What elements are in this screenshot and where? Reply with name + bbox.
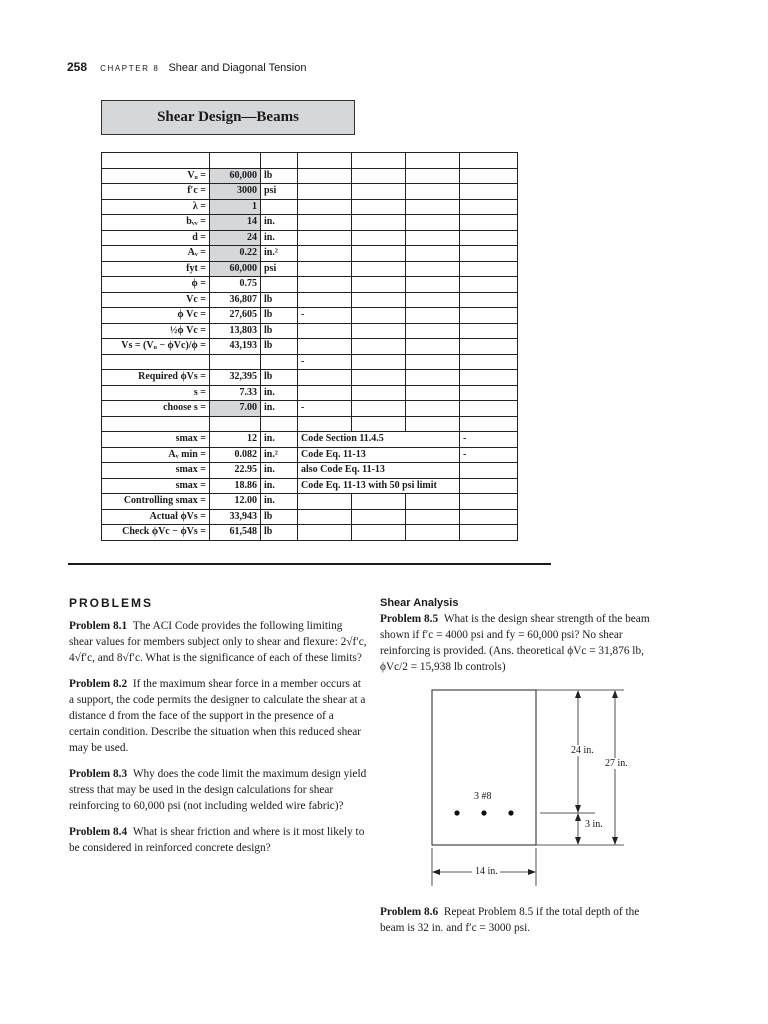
row-unit: in. [261, 494, 298, 510]
row-note [298, 416, 352, 432]
row-note [298, 509, 352, 525]
empty-cell [406, 308, 460, 324]
empty-cell [352, 153, 406, 169]
row-mark: - [460, 447, 518, 463]
table-row [102, 184, 518, 200]
row-value: 0.75 [210, 277, 261, 293]
problem-id: Problem 8.1 [69, 620, 128, 632]
row-note: Code Section 11.4.5 [298, 432, 460, 448]
row-value: 13,803 [210, 323, 261, 339]
row-note [298, 525, 352, 541]
empty-cell [460, 509, 518, 525]
empty-cell [352, 184, 406, 200]
row-label: s = [102, 385, 210, 401]
section-rule [68, 563, 551, 565]
row-label: ϕ Vc = [102, 308, 210, 324]
empty-cell [352, 416, 406, 432]
row-unit: in.² [261, 246, 298, 262]
row-label: ½ϕ Vc = [102, 323, 210, 339]
table-row [102, 215, 518, 231]
row-value: 3000 [210, 184, 261, 200]
row-value: 7.00 [210, 401, 261, 417]
problem-8-3 [69, 766, 367, 814]
empty-cell [352, 323, 406, 339]
empty-cell [460, 401, 518, 417]
row-note: - [298, 401, 352, 417]
row-unit: in. [261, 215, 298, 231]
problem-text: What is the design shear strength of the beam shown if f′c = 4000 psi and fy = 60,000 psi? No shear reinforcing is provided. (Ans. theoretical ϕVc = 31,876 lb, ϕVc/2 = 15,938 lb controls) [380, 613, 650, 673]
rebar-dot [481, 810, 486, 815]
row-value: 22.95 [210, 463, 261, 479]
row-label: smax = [102, 432, 210, 448]
row-note [298, 215, 352, 231]
row-unit [261, 416, 298, 432]
empty-cell [352, 199, 406, 215]
row-value: 12.00 [210, 494, 261, 510]
table-row [102, 153, 518, 169]
beam-cross-section-figure [420, 680, 640, 890]
problem-8-4 [69, 824, 367, 856]
row-note [298, 370, 352, 386]
rebar-dot [508, 810, 513, 815]
row-note: - [298, 354, 352, 370]
empty-cell [406, 246, 460, 262]
empty-cell [352, 339, 406, 355]
table-row [102, 168, 518, 184]
empty-cell [406, 184, 460, 200]
problem-8-2 [69, 676, 367, 756]
spreadsheet-title: Shear Design—Beams [101, 100, 355, 135]
row-label: Vᵤ = [102, 168, 210, 184]
row-unit: in. [261, 230, 298, 246]
row-value: 0.22 [210, 246, 261, 262]
empty-cell [352, 261, 406, 277]
row-unit: lb [261, 308, 298, 324]
empty-cell [406, 323, 460, 339]
shear-design-table [101, 152, 518, 541]
empty-cell [352, 277, 406, 293]
row-note: also Code Eq. 11-13 [298, 463, 460, 479]
page-number: 258 [67, 60, 88, 74]
empty-cell [352, 308, 406, 324]
problem-text: If the maximum shear force in a member occurs at a support, the code permits the designer to calculate the shear at a distance d from the face of the support in the presence of a certain condition. Describe the situation when this reduced shear may be used. [69, 678, 366, 754]
empty-cell [460, 323, 518, 339]
table-row [102, 447, 518, 463]
table-row [102, 339, 518, 355]
empty-cell [406, 215, 460, 231]
row-value [210, 354, 261, 370]
problem-text: Repeat Problem 8.5 if the total depth of the beam is 32 in. and f′c = 3000 psi. [380, 906, 640, 934]
row-value: 14 [210, 215, 261, 231]
empty-cell [406, 168, 460, 184]
empty-cell [460, 199, 518, 215]
empty-cell [406, 292, 460, 308]
row-note [298, 494, 352, 510]
empty-cell [460, 463, 518, 479]
row-label [102, 354, 210, 370]
empty-cell [460, 339, 518, 355]
problem-text: What is shear friction and where is it most likely to be considered in reinforced concrete design? [69, 826, 365, 854]
dim-3-label: 3 in. [585, 819, 603, 830]
row-unit: lb [261, 525, 298, 541]
table-row [102, 509, 518, 525]
row-unit: in. [261, 385, 298, 401]
table-row [102, 230, 518, 246]
empty-cell [352, 385, 406, 401]
problem-text: Why does the code limit the maximum design yield stress that may be used in the design calculations for shear reinforcing to 60,000 psi (not including welded wire fabric)? [69, 768, 367, 812]
row-unit: in. [261, 432, 298, 448]
empty-cell [406, 354, 460, 370]
row-unit: in. [261, 478, 298, 494]
table-row [102, 463, 518, 479]
empty-cell [406, 230, 460, 246]
table-row [102, 432, 518, 448]
empty-cell [352, 292, 406, 308]
row-label: f′c = [102, 184, 210, 200]
row-note [298, 261, 352, 277]
beam-outline [432, 690, 536, 845]
problems-heading: PROBLEMS [69, 596, 154, 610]
row-value: 43,193 [210, 339, 261, 355]
empty-cell [460, 354, 518, 370]
row-value: 7.33 [210, 385, 261, 401]
table-row [102, 416, 518, 432]
empty-cell [406, 416, 460, 432]
row-value: 24 [210, 230, 261, 246]
empty-cell [460, 478, 518, 494]
empty-cell [406, 494, 460, 510]
row-unit [261, 199, 298, 215]
row-label: d = [102, 230, 210, 246]
row-unit: psi [261, 184, 298, 200]
table-row [102, 261, 518, 277]
dim-24-label: 24 in. [571, 745, 594, 756]
chapter-label: CHAPTER 8 [100, 64, 160, 73]
row-label: smax = [102, 463, 210, 479]
row-note: - [298, 308, 352, 324]
row-note: Code Eq. 11-13 [298, 447, 460, 463]
row-note [298, 153, 352, 169]
empty-cell [460, 385, 518, 401]
empty-cell [460, 292, 518, 308]
chapter-title: Shear and Diagonal Tension [168, 62, 307, 74]
row-note [298, 246, 352, 262]
dim-14-label: 14 in. [475, 866, 498, 877]
row-value: 32,395 [210, 370, 261, 386]
empty-cell [406, 525, 460, 541]
empty-cell [352, 215, 406, 231]
empty-cell [460, 277, 518, 293]
row-label: Vs = (Vᵤ − ϕVc)/ϕ = [102, 339, 210, 355]
row-unit [261, 153, 298, 169]
row-value: 60,000 [210, 168, 261, 184]
row-value: 61,548 [210, 525, 261, 541]
row-label: fyt = [102, 261, 210, 277]
empty-cell [406, 401, 460, 417]
bars-label: 3 #8 [474, 791, 492, 802]
row-unit: in.² [261, 447, 298, 463]
table-row [102, 323, 518, 339]
empty-cell [406, 509, 460, 525]
row-unit: lb [261, 339, 298, 355]
table-row [102, 385, 518, 401]
table-row [102, 494, 518, 510]
row-unit [261, 277, 298, 293]
problem-id: Problem 8.6 [380, 906, 439, 918]
row-label: λ = [102, 199, 210, 215]
empty-cell [460, 246, 518, 262]
shear-analysis-heading: Shear Analysis [380, 597, 459, 609]
empty-cell [352, 354, 406, 370]
empty-cell [406, 277, 460, 293]
row-label: Aᵥ min = [102, 447, 210, 463]
row-value: 12 [210, 432, 261, 448]
row-note: Code Eq. 11-13 with 50 psi limit [298, 478, 460, 494]
row-value: 1 [210, 199, 261, 215]
row-value [210, 416, 261, 432]
row-note [298, 292, 352, 308]
problem-id: Problem 8.4 [69, 826, 128, 838]
row-mark: - [460, 432, 518, 448]
row-label: choose s = [102, 401, 210, 417]
empty-cell [460, 184, 518, 200]
empty-cell [460, 416, 518, 432]
table-row [102, 199, 518, 215]
row-value: 18.86 [210, 478, 261, 494]
table-row [102, 525, 518, 541]
row-label: Aᵥ = [102, 246, 210, 262]
empty-cell [352, 168, 406, 184]
left-column [69, 618, 367, 856]
empty-cell [352, 401, 406, 417]
table-row [102, 308, 518, 324]
rebar-dot [454, 810, 459, 815]
empty-cell [406, 385, 460, 401]
row-note [298, 184, 352, 200]
problem-text: The ACI Code provides the following limiting shear values for members subject only to shear and flexure: 2√f′c, 4√f′c, and 8√f′c. What is the significance of each of these limits? [69, 620, 367, 664]
row-note [298, 230, 352, 246]
problem-8-6 [380, 904, 662, 936]
empty-cell [352, 230, 406, 246]
empty-cell [460, 494, 518, 510]
row-value: 33,943 [210, 509, 261, 525]
empty-cell [352, 494, 406, 510]
row-value: 0.082 [210, 447, 261, 463]
table-row [102, 292, 518, 308]
row-value: 27,605 [210, 308, 261, 324]
row-unit: in. [261, 401, 298, 417]
problem-id: Problem 8.2 [69, 678, 128, 690]
row-label: Actual ϕVs = [102, 509, 210, 525]
row-label: Vc = [102, 292, 210, 308]
row-unit: lb [261, 509, 298, 525]
empty-cell [460, 370, 518, 386]
empty-cell [406, 370, 460, 386]
dim-27-label: 27 in. [605, 758, 628, 769]
problem-id: Problem 8.3 [69, 768, 128, 780]
row-label: Required ϕVs = [102, 370, 210, 386]
row-label [102, 416, 210, 432]
row-label: Check ϕVc − ϕVs = [102, 525, 210, 541]
row-label [102, 153, 210, 169]
row-note [298, 277, 352, 293]
table-row [102, 370, 518, 386]
empty-cell [460, 168, 518, 184]
row-label: bᵥᵥ = [102, 215, 210, 231]
row-note [298, 168, 352, 184]
empty-cell [460, 308, 518, 324]
empty-cell [460, 153, 518, 169]
empty-cell [406, 199, 460, 215]
row-value [210, 153, 261, 169]
problem-8-5 [380, 611, 662, 675]
row-note [298, 385, 352, 401]
table-row [102, 277, 518, 293]
row-note [298, 199, 352, 215]
row-unit: in. [261, 463, 298, 479]
page-header [67, 60, 306, 74]
empty-cell [352, 246, 406, 262]
row-label: ϕ = [102, 277, 210, 293]
row-value: 60,000 [210, 261, 261, 277]
problem-8-1 [69, 618, 367, 666]
row-label: smax = [102, 478, 210, 494]
row-unit [261, 354, 298, 370]
empty-cell [406, 153, 460, 169]
row-label: Controlling smax = [102, 494, 210, 510]
empty-cell [460, 525, 518, 541]
empty-cell [406, 339, 460, 355]
table-row [102, 354, 518, 370]
empty-cell [352, 525, 406, 541]
row-unit: lb [261, 292, 298, 308]
problem-id: Problem 8.5 [380, 613, 439, 625]
empty-cell [460, 230, 518, 246]
row-unit: lb [261, 323, 298, 339]
empty-cell [352, 509, 406, 525]
table-row [102, 401, 518, 417]
row-unit: psi [261, 261, 298, 277]
empty-cell [352, 370, 406, 386]
row-note [298, 323, 352, 339]
empty-cell [460, 215, 518, 231]
row-unit: lb [261, 370, 298, 386]
table-row [102, 246, 518, 262]
empty-cell [460, 261, 518, 277]
row-unit: lb [261, 168, 298, 184]
empty-cell [406, 261, 460, 277]
row-value: 36,807 [210, 292, 261, 308]
table-row [102, 478, 518, 494]
row-note [298, 339, 352, 355]
